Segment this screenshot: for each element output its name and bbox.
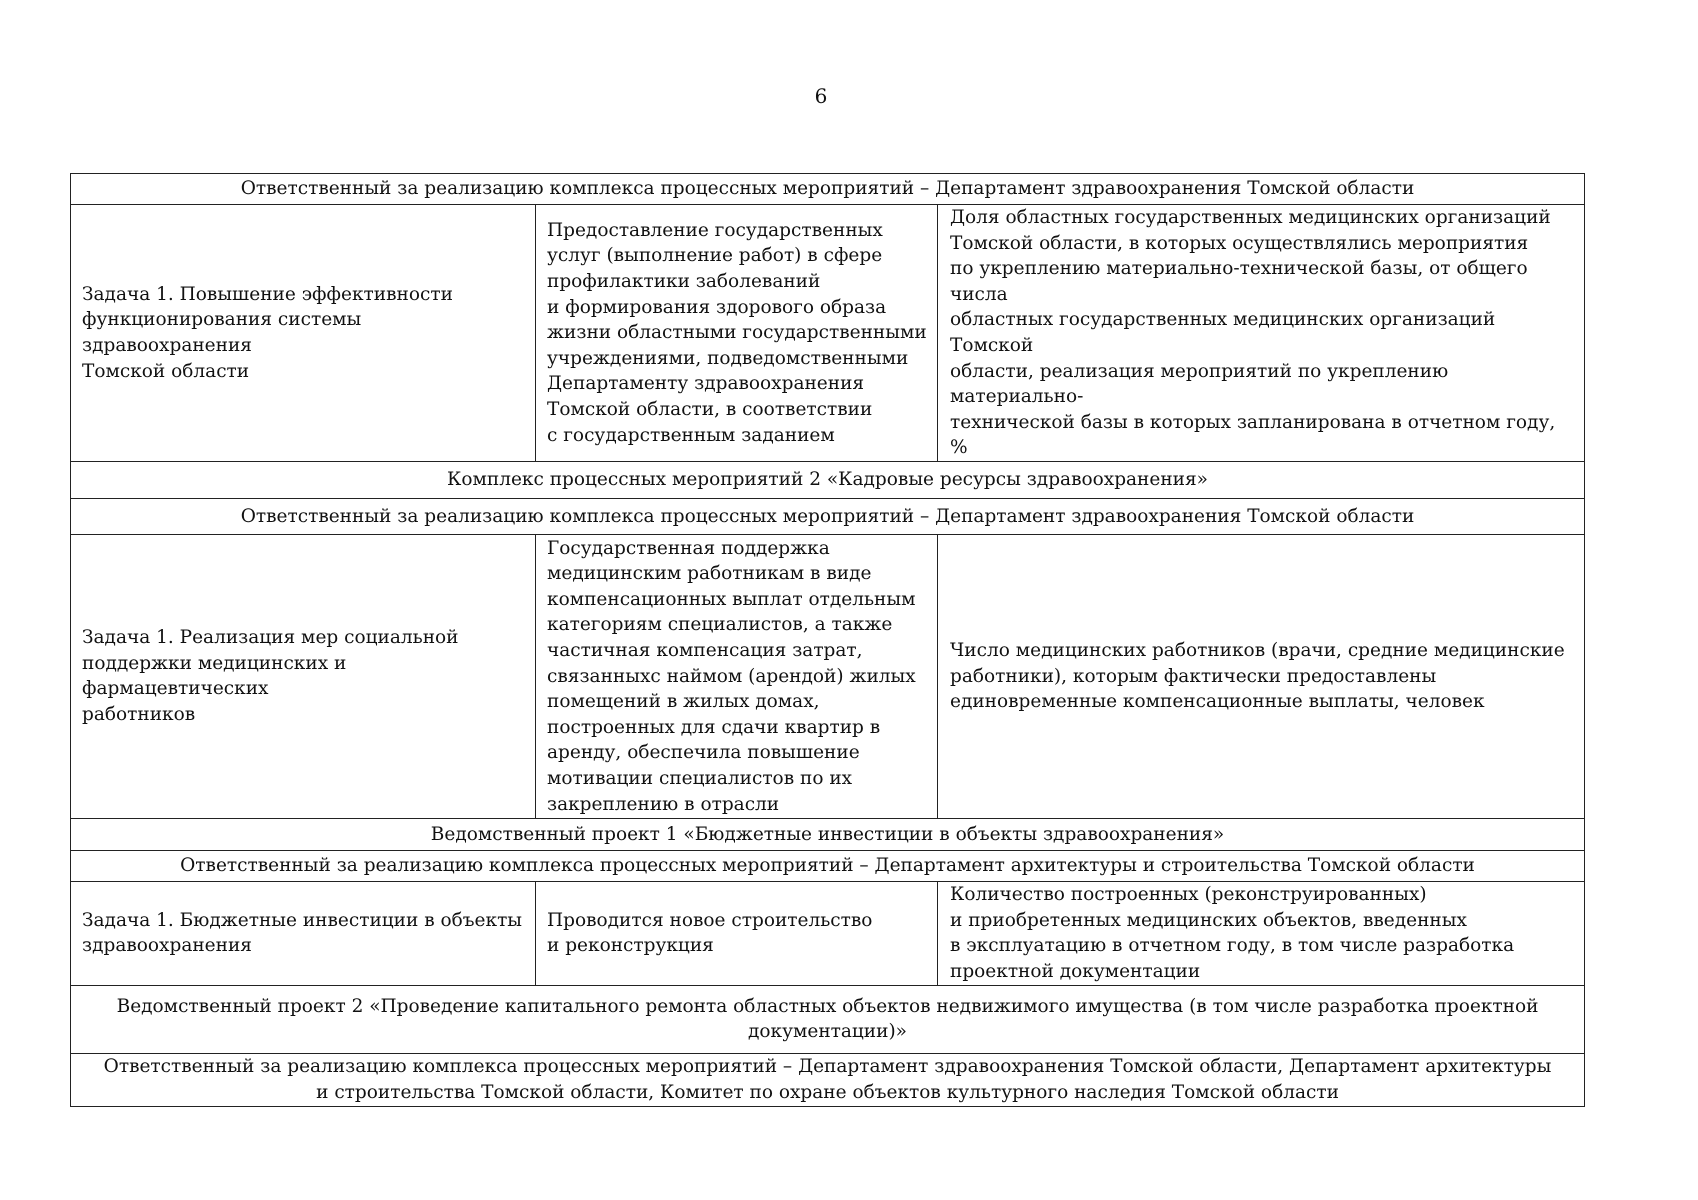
responsible-text: Ответственный за реализацию комплекса процессных мероприятий – Департамент архитектуры и строительства Томской области [180, 855, 1475, 877]
responsible-row-4 [71, 1053, 1585, 1106]
responsible-row-3 [71, 850, 1585, 881]
task-text: Задача 1. Реализация мер социальной поддержки медицинских и фармацевтических работников [82, 627, 459, 726]
task-text: Задача 1. Повышение эффективности функционирования системы здравоохранения Томской области [82, 283, 453, 382]
task-text: Задача 1. Бюджетные инвестиции в объекты здравоохранения [82, 909, 523, 957]
responsible-cell [71, 1053, 1585, 1106]
description-cell [536, 881, 938, 985]
project-title-row-1 [71, 818, 1585, 850]
complex-title-text: Комплекс процессных мероприятий 2 «Кадровые ресурсы здравоохранения» [447, 469, 1208, 491]
indicator-text: Количество построенных (реконструированных) и приобретенных медицинских объектов, введенных в эксплуатацию в отчетном году, в том числе разработка проектной документации [950, 884, 1515, 983]
responsible-cell [71, 850, 1585, 881]
task-cell [71, 534, 536, 818]
complex-title-cell [71, 461, 1585, 498]
page-number: 6 [814, 84, 828, 108]
complex-title-row [71, 461, 1585, 498]
indicator-cell [938, 205, 1585, 462]
project-title-cell [71, 818, 1585, 850]
responsible-cell [71, 174, 1585, 205]
indicator-cell [938, 534, 1585, 818]
indicator-text: Число медицинских работников (врачи, средние медицинские работники), которым фактически предоставлены единовременные компенсационные выплаты, человек [950, 640, 1565, 713]
project-title-row-2 [71, 985, 1585, 1053]
responsible-text: Ответственный за реализацию комплекса процессных мероприятий – Департамент здравоохранения Томской области [240, 178, 1415, 200]
task-cell [71, 881, 536, 985]
description-text: Проводится новое строительство и реконструкция [547, 909, 873, 957]
task-row-2 [71, 534, 1585, 818]
project-title-text: Ведомственный проект 2 «Проведение капитального ремонта областных объектов недвижимого имущества (в том числе разработка проектной документации)» [116, 995, 1539, 1043]
task-row-3 [71, 881, 1585, 985]
description-text: Государственная поддержка медицинским работникам в виде компенсационных выплат отдельным категориям специалистов, а также частичная компенсация затрат, связанныхс наймом (арендой) жилых помещений в жилых домах, построенных для сдачи квартир в аренду, обеспечила повышение мотивации специалистов по их закреплению в отрасли [547, 537, 916, 815]
description-text: Предоставление государственных услуг (выполнение работ) в сфере профилактики заболеваний и формирования здорового образа жизни областными государственными учреждениями, подведомственными Департаменту здравоохранения Томской области, в соответствии с государственным заданием [547, 219, 927, 446]
description-cell [536, 534, 938, 818]
responsible-text: Ответственный за реализацию комплекса процессных мероприятий – Департамент здравоохранения Томской области [240, 505, 1415, 527]
task-cell [71, 205, 536, 462]
project-title-cell [71, 985, 1585, 1053]
responsible-row-1 [71, 174, 1585, 205]
indicator-text: Доля областных государственных медицинских организаций Томской области, в которых осуществлялись мероприятия по укреплению материально-технической базы, от общего числа областных государственных медицинских организаций Томской области, реализация мероприятий по укреплению материально- технической базы в которых запланирована в отчетном году, % [950, 207, 1556, 459]
indicator-cell [938, 881, 1585, 985]
program-table [70, 173, 1585, 1107]
responsible-row-2 [71, 498, 1585, 534]
responsible-text: Ответственный за реализацию комплекса процессных мероприятий – Департамент здравоохранения Томской области, Департамент архитектуры и строительства Томской области, Комитет по охране объектов культурного наследия Томской области [103, 1056, 1552, 1103]
description-cell [536, 205, 938, 462]
project-title-text: Ведомственный проект 1 «Бюджетные инвестиции в объекты здравоохранения» [430, 823, 1225, 845]
task-row-1 [71, 205, 1585, 462]
responsible-cell [71, 498, 1585, 534]
